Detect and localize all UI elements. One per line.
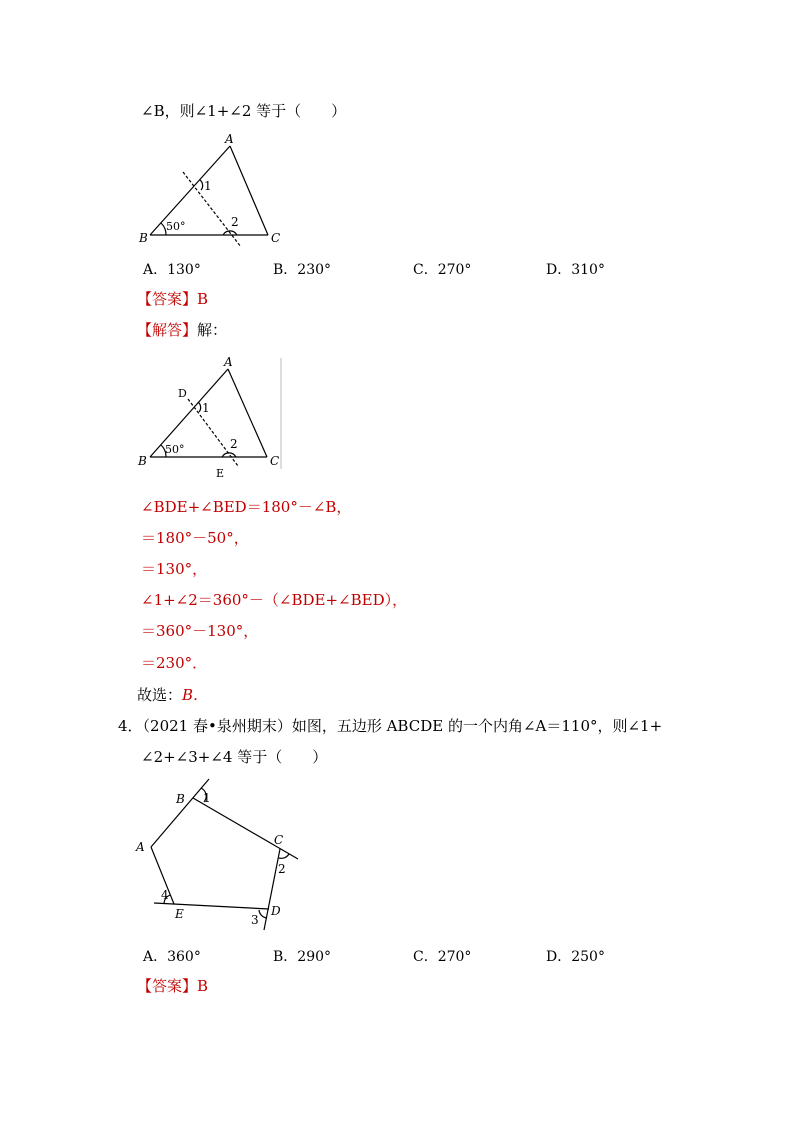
q3-option-d: D．310°	[546, 262, 605, 278]
q4-stem-line-2: ∠2+∠3+∠4 等于（ ）	[141, 748, 328, 766]
fig3-label-a: A	[136, 840, 145, 854]
fig2-label-b: B	[138, 454, 147, 468]
fig3-angle-3: 3	[251, 913, 259, 927]
q3-option-b: B．230°	[273, 262, 332, 278]
q3-stem-line: ∠B，则∠1+∠2 等于（ ）	[141, 102, 347, 120]
q3-solution-label: 【解答】	[137, 321, 198, 339]
q3-option-a: A．130°	[143, 262, 201, 278]
q3-step-2: ＝180°－50°，	[141, 529, 249, 547]
q3-step-3: ＝130°，	[141, 560, 208, 578]
fig1-label-b: B	[139, 231, 148, 245]
q4-option-b: B．290°	[273, 949, 332, 965]
q3-answer-value: B	[197, 290, 209, 308]
fig2-angle-2: 2	[230, 437, 238, 451]
q4-option-c: C．270°	[413, 949, 472, 965]
fig2-angle-b: 50°	[165, 443, 185, 456]
q3-step-5: ＝360°－130°，	[141, 622, 259, 640]
fig2-label-d: D	[178, 387, 187, 400]
q3-step-6: ＝230°．	[141, 654, 208, 672]
fig3-label-b: B	[176, 792, 185, 806]
fig1-angle-b: 50°	[166, 220, 186, 233]
fig3-label-e: E	[175, 907, 184, 921]
q4-answer-label: 【答案】	[137, 977, 198, 995]
q3-solution-intro: 解：	[197, 321, 228, 339]
fig1-label-c: C	[271, 231, 281, 245]
q3-step-1: ∠BDE+∠BED＝180°－∠B，	[141, 498, 352, 516]
fig2-angle-1: 1	[202, 401, 210, 415]
fig3-angle-4: 4	[161, 888, 169, 902]
fig3-angle-1: 1	[203, 791, 211, 805]
q3-choice-label: 故选：	[137, 686, 183, 704]
q4-option-a: A．360°	[143, 949, 201, 965]
fig3-angle-2: 2	[278, 862, 286, 876]
fig2-label-a: A	[224, 355, 233, 369]
fig1-angle-2: 2	[231, 215, 239, 229]
q3-step-4: ∠1+∠2＝360°－（∠BDE+∠BED），	[141, 591, 408, 609]
q4-stem-line-1: 4．（2021 春•泉州期末）如图，五边形 ABCDE 的一个内角∠A＝110°，则∠1+	[118, 717, 663, 735]
q4-answer	[137, 976, 208, 996]
fig3-label-c: C	[274, 833, 284, 847]
fig3-label-d: D	[271, 904, 281, 918]
q3-answer-label: 【答案】	[137, 290, 198, 308]
q4-option-d: D．250°	[546, 949, 605, 965]
fig2-label-e: E	[216, 467, 225, 480]
q3-option-c: C．270°	[413, 262, 472, 278]
fig1-label-a: A	[225, 132, 234, 146]
fig2-label-c: C	[270, 454, 280, 468]
q4-answer-value: B	[197, 977, 209, 995]
q3-choice-value: B．	[182, 686, 209, 704]
fig1-angle-1: 1	[204, 179, 212, 193]
